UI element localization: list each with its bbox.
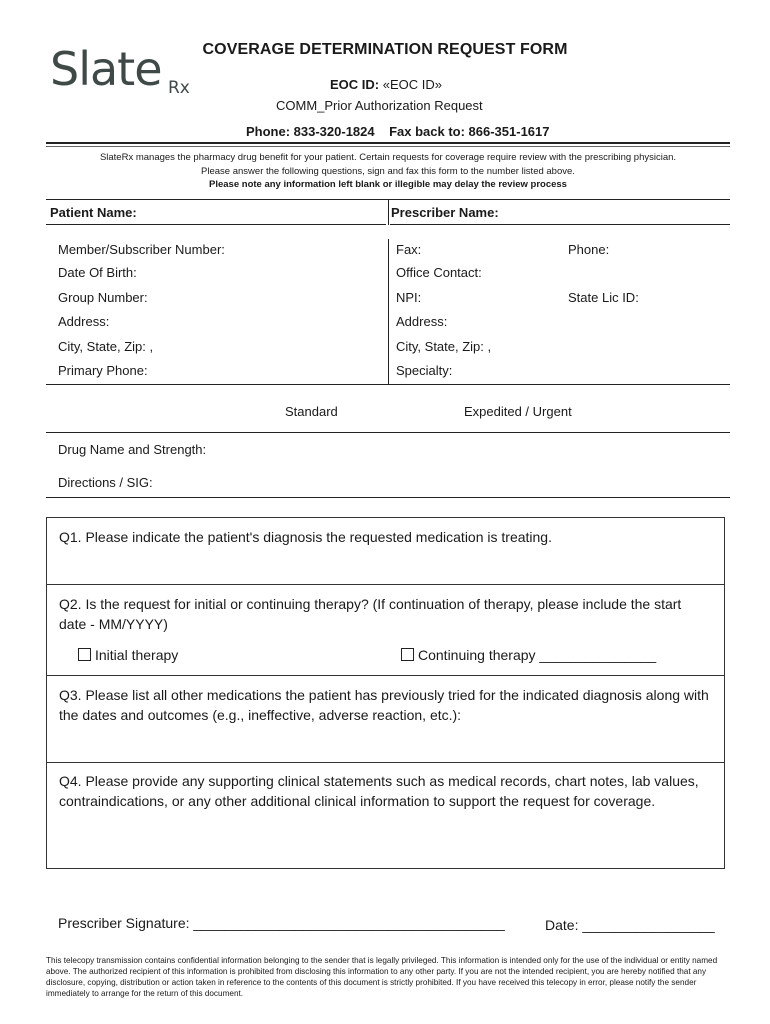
- expedited-label: Expedited / Urgent: [464, 404, 572, 419]
- prescriber-header-rule: [390, 224, 730, 225]
- prescriber-phone-label: Phone:: [568, 242, 610, 257]
- patient-header-rule: [46, 224, 386, 225]
- office-contact-label: Office Contact:: [396, 265, 482, 280]
- prescriber-city-label: City, State, Zip: ,: [396, 339, 492, 354]
- question-divider: [46, 675, 725, 676]
- continuing-therapy-checkbox[interactable]: [401, 648, 414, 661]
- prescriber-signature-field[interactable]: Prescriber Signature: ________________________________________: [58, 915, 505, 931]
- initial-therapy-checkbox[interactable]: [78, 648, 91, 661]
- section-bottom-rule: [46, 384, 730, 385]
- phone-fax-line: Phone: 833-320-1824 Fax back to: 866-351-1617: [246, 124, 550, 139]
- priority-rule: [46, 432, 730, 433]
- initial-therapy-option[interactable]: [78, 645, 278, 665]
- prescriber-fax-label: Fax:: [396, 242, 422, 257]
- patient-address-label: Address:: [58, 314, 110, 329]
- continuing-therapy-label: Continuing therapy _______________: [418, 647, 657, 663]
- intro-line-2: Please answer the following questions, sign and fax this form to the number listed above.: [201, 166, 575, 177]
- header-divider: [388, 199, 389, 225]
- patient-city-label: City, State, Zip: ,: [58, 339, 154, 354]
- standard-label: Standard: [285, 404, 338, 419]
- prescriber-address-label: Address:: [396, 314, 448, 329]
- question-4: Q4. Please provide any supporting clinical statements such as medical records, chart notes, lab values, contraindications, or any other additional clinical information to support the request for coverage.: [59, 773, 699, 809]
- form-subtitle: COMM_Prior Authorization Request: [276, 98, 483, 113]
- specialty-label: Specialty:: [396, 363, 453, 378]
- slate-logo: Slate: [50, 42, 162, 96]
- question-1: Q1. Please indicate the patient's diagnosis the requested medication is treating.: [59, 529, 552, 545]
- prescriber-name-label: Prescriber Name:: [391, 205, 499, 220]
- header-rule: [46, 142, 730, 144]
- drug-name-label: Drug Name and Strength:: [58, 442, 207, 457]
- continuing-therapy-option[interactable]: [401, 645, 711, 665]
- slate-logo-rx: Rx: [168, 78, 190, 98]
- question-3: Q3. Please list all other medications the patient has previously tried for the indicated diagnosis along with the dates and outcomes (e.g., ineffective, adverse reaction, etc.):: [59, 687, 709, 723]
- dob-label: Date Of Birth:: [58, 265, 137, 280]
- form-title: COVERAGE DETERMINATION REQUEST FORM: [202, 41, 568, 58]
- eoc-id: EOC ID: «EOC ID»: [330, 77, 442, 92]
- question-2: Q2. Is the request for initial or continuing therapy? (If continuation of therapy, please include the start date - MM/YYYY): [59, 596, 682, 632]
- initial-therapy-label: Initial therapy: [95, 647, 179, 663]
- state-lic-label: State Lic ID:: [568, 290, 639, 305]
- section-divider: [388, 239, 389, 385]
- member-number-label: Member/Subscriber Number:: [58, 242, 225, 257]
- intro-line-3: Please note any information left blank or illegible may delay the review process: [209, 179, 567, 190]
- intro-line-1: SlateRx manages the pharmacy drug benefit for your patient. Certain requests for coverage require review with the prescribing physician.: [99, 152, 677, 163]
- group-number-label: Group Number:: [58, 290, 148, 305]
- header-rule-thin: [46, 146, 730, 147]
- confidentiality-notice: This telecopy transmission contains confidential information belonging to the sender that is legally privileged. This information is intended only for the use of the individual or entity named above. The authorized recipient of this information is prohibited from disclosing this information to any other party. If you are not the intended recipient, you are hereby notified that any disclosure, copying, distribution or action taken in reference to the contents of this document is strictly prohibited. If you have received this telecopy in error, please notify the sender immediately to arrange for the return of this document.: [46, 956, 718, 998]
- npi-label: NPI:: [396, 290, 422, 305]
- question-divider: [46, 762, 725, 763]
- drug-rule: [46, 497, 730, 498]
- question-divider: [46, 584, 725, 585]
- primary-phone-label: Primary Phone:: [58, 363, 148, 378]
- directions-label: Directions / SIG:: [58, 475, 153, 490]
- patient-name-label: Patient Name:: [50, 205, 137, 220]
- date-field[interactable]: Date: _________________: [545, 917, 715, 933]
